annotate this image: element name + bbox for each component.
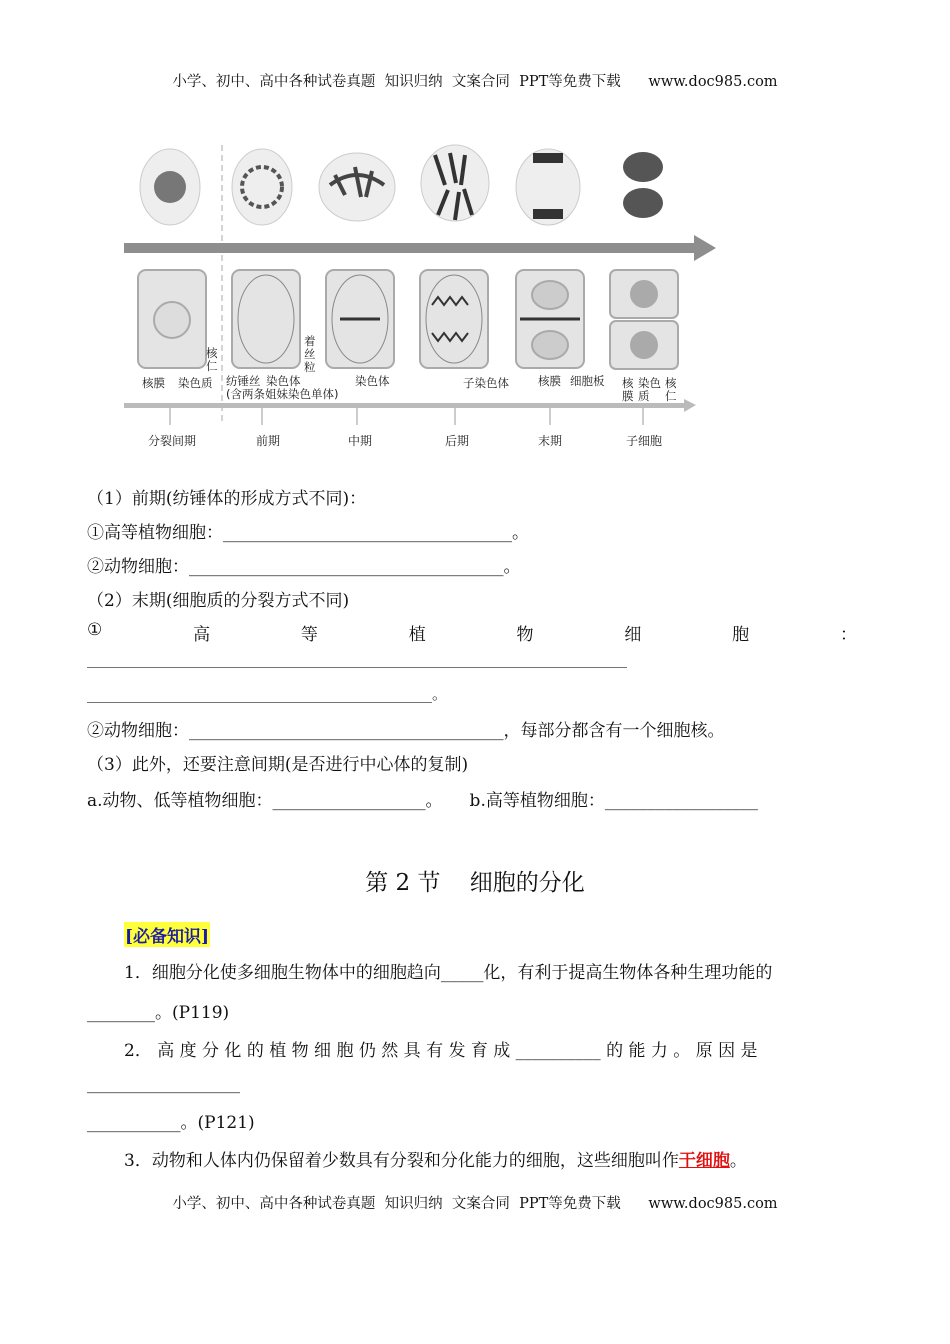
question-1: 1．细胞分化使多细胞生物体中的细胞趋向_____化，有利于提高生物体各种生理功能的 <box>124 963 773 983</box>
page-footer: 小学、初中、高中各种试卷真题 知识归纳 文案合同 PPT等免费下载 www.doc985.com <box>172 1196 778 1212</box>
stage-metaphase: 中期 <box>347 434 373 448</box>
section-title: 第 2 节 细胞的分化 <box>365 870 585 896</box>
item-interphase-cells: a.动物、低等植物细胞：__________________。 b.高等植物细胞：__________________ <box>87 791 758 811</box>
blank-line: ________________________________________________________________________ <box>87 650 627 668</box>
mitosis-diagram <box>120 135 720 455</box>
mitosis-figure <box>120 135 720 455</box>
time-arrow-top <box>124 235 716 261</box>
label-chromatin: 染色质 <box>178 376 213 390</box>
question-2: 2． 高 度 分 化 的 植 物 细 胞 仍 然 具 有 发 育 成 __________ 的 能 力 。 原 因 是 <box>124 1041 758 1061</box>
stage-prophase: 前期 <box>255 434 281 448</box>
time-arrow-bottom <box>124 399 696 425</box>
label-daughter-nuclear-membrane: 核 膜 <box>622 376 634 403</box>
question-3-text: 3．动物和人体内仍保留着少数具有分裂和分化能力的细胞，这些细胞叫作 <box>124 1151 679 1171</box>
label-daughter-nucleolus: 核 仁 <box>665 376 677 403</box>
spread-char: ： <box>839 625 857 645</box>
label-cell-plate: 细胞板 <box>570 374 605 388</box>
label-sister-chromatids: (含两条姐妹染色单体) <box>226 387 339 401</box>
label-spindle: 纺锤丝 <box>226 374 261 388</box>
stage-daughter-cells: 子细胞 <box>625 434 663 448</box>
item-telophase-plant <box>87 620 857 645</box>
cell-row <box>138 270 678 369</box>
label-chromosome: 染色体 <box>266 374 301 388</box>
question-2-blank: __________________ <box>87 1074 240 1094</box>
item-interphase: （3）此外，还要注意间期(是否进行中心体的复制) <box>87 755 469 775</box>
chromosome-row <box>140 145 663 225</box>
question-1-cont: ________。(P119) <box>87 1003 230 1023</box>
stage-telophase: 末期 <box>537 434 563 448</box>
label-nuclear-membrane-telophase: 核膜 <box>538 374 561 388</box>
item-prophase: （1）前期(纺锤体的形成方式不同)： <box>87 489 367 509</box>
question-2-cont: ___________。(P121) <box>87 1113 255 1133</box>
item-telophase-animal: ②动物细胞：_____________________________________，每部分都含有一个细胞核。 <box>87 721 725 741</box>
spread-char: 植 <box>408 625 426 645</box>
essential-knowledge-badge: [必备知识] <box>124 922 210 947</box>
label-centromere: 着 丝 粒 <box>304 334 316 374</box>
label-nuclear-membrane: 核膜 <box>142 376 165 390</box>
blank-line: ______________________________________________。 <box>87 685 448 703</box>
spread-char: ① <box>87 620 103 640</box>
label-chromosome-metaphase: 染色体 <box>355 374 390 388</box>
spread-char: 物 <box>516 625 534 645</box>
page-header: 小学、初中、高中各种试卷真题 知识归纳 文案合同 PPT等免费下载 www.doc985.com <box>172 74 778 90</box>
label-daughter-chromosome: 子染色体 <box>463 376 509 390</box>
label-nucleolus: 核 仁 <box>206 346 218 373</box>
answer-stem-cell: 干细胞 <box>678 1151 730 1171</box>
item-prophase-plant: ①高等植物细胞：__________________________________。 <box>87 523 529 543</box>
stage-interphase: 分裂间期 <box>147 434 197 448</box>
label-daughter-chromatin: 染色 质 <box>638 376 661 403</box>
spread-char: 细 <box>624 625 642 645</box>
spread-char: 等 <box>300 625 318 645</box>
item-telophase: （2）末期(细胞质的分裂方式不同) <box>87 591 350 611</box>
question-3 <box>124 1146 747 1171</box>
item-prophase-animal: ②动物细胞：_____________________________________。 <box>87 557 521 577</box>
question-3-end: 。 <box>729 1151 747 1171</box>
spread-char: 胞 <box>732 625 750 645</box>
spread-char: 高 <box>193 625 211 645</box>
stage-anaphase: 后期 <box>444 434 470 448</box>
